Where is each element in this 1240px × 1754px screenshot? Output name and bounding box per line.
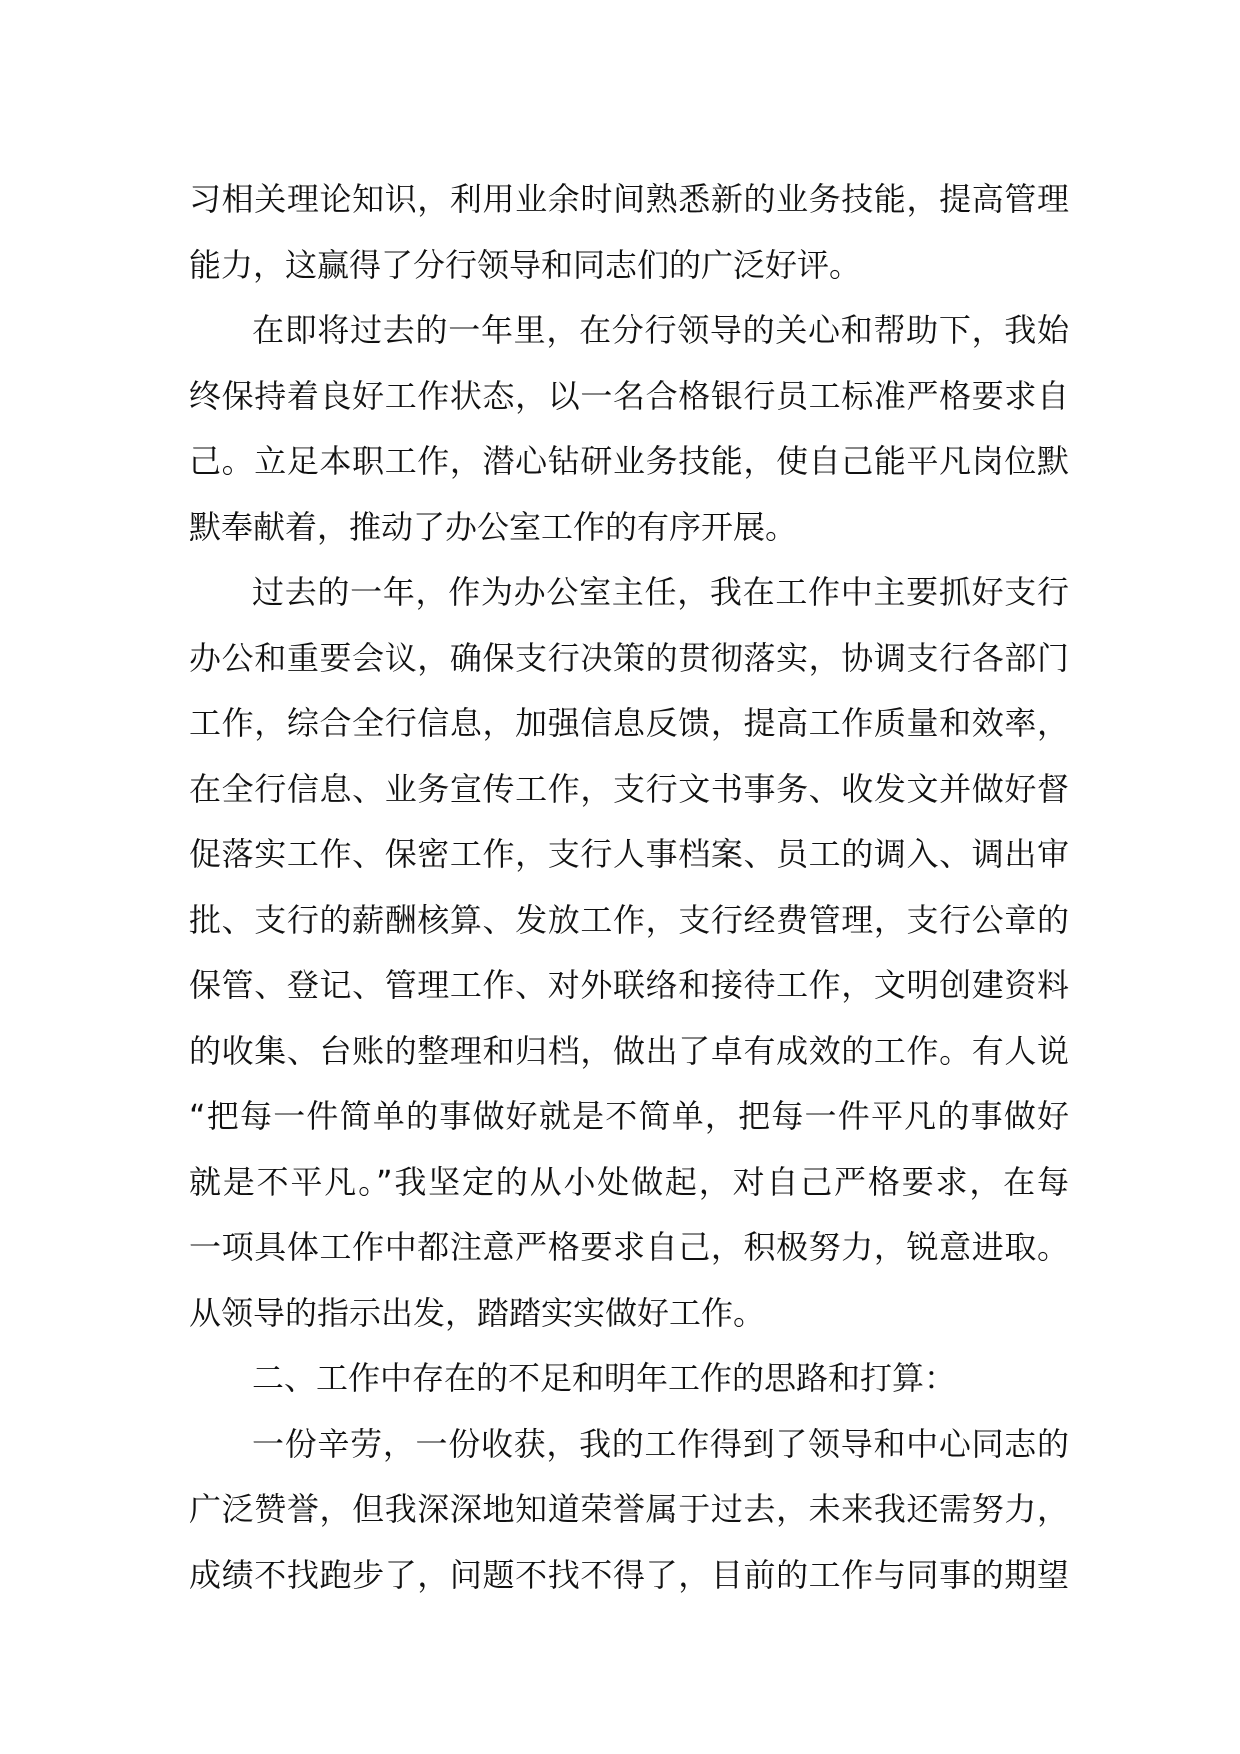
paragraph-start-line: 一份辛劳，一份收获，我的工作得到了领导和中心同志的 [252,1424,1069,1463]
text-line: 终保持着良好工作状态，以一名合格银行员工标准严格要求自 [189,376,1069,415]
text-line: 己。立足本职工作，潜心钻研业务技能，使自己能平凡岗位默 [189,442,1069,480]
paragraph-start-line: 过去的一年，作为办公室主任，我在工作中主要抓好支行 [252,573,1069,611]
text-line: 就是不平凡。”我坚定的从小处做起，对自己严格要求，在每 [189,1162,1069,1201]
text-line: “把每一件简单的事做好就是不简单，把每一件平凡的事做好 [189,1097,1069,1135]
paragraph-start-line: 在即将过去的一年里，在分行领导的关心和帮助下，我始 [252,311,1069,349]
section-heading: 二、工作中存在的不足和明年工作的思路和打算： [252,1359,957,1397]
text-line: 成绩不找跑步了，问题不找不得了，目前的工作与同事的期望 [189,1555,1069,1594]
text-line: 能力，这赢得了分行领导和同志们的广泛好评。 [189,245,862,284]
document-body [189,167,1069,1608]
text-line: 习相关理论知识，利用业余时间熟悉新的业务技能，提高管理 [189,180,1069,218]
text-line: 工作，综合全行信息，加强信息反馈，提高工作质量和效率， [189,704,1069,742]
text-line: 一项具体工作中都注意严格要求自己，积极努力，锐意进取。 [189,1228,1069,1266]
text-line: 保管、登记、管理工作、对外联络和接待工作，文明创建资料 [189,966,1069,1004]
text-line: 办公和重要会议，确保支行决策的贯彻落实，协调支行各部门 [189,638,1069,677]
text-line: 广泛赞誉，但我深深地知道荣誉属于过去，未来我还需努力， [189,1490,1069,1528]
text-line: 促落实工作、保密工作，支行人事档案、员工的调入、调出审 [189,835,1069,873]
text-line: 从领导的指示出发，踏踏实实做好工作。 [189,1293,766,1332]
text-line: 批、支行的薪酬核算、发放工作，支行经费管理，支行公章的 [189,900,1069,939]
text-line: 的收集、台账的整理和归档，做出了卓有成效的工作。有人说 [189,1031,1069,1070]
text-line: 默奉献着，推动了办公室工作的有序开展。 [189,507,798,546]
text-line: 在全行信息、业务宣传工作，支行文书事务、收发文并做好督 [189,769,1069,808]
